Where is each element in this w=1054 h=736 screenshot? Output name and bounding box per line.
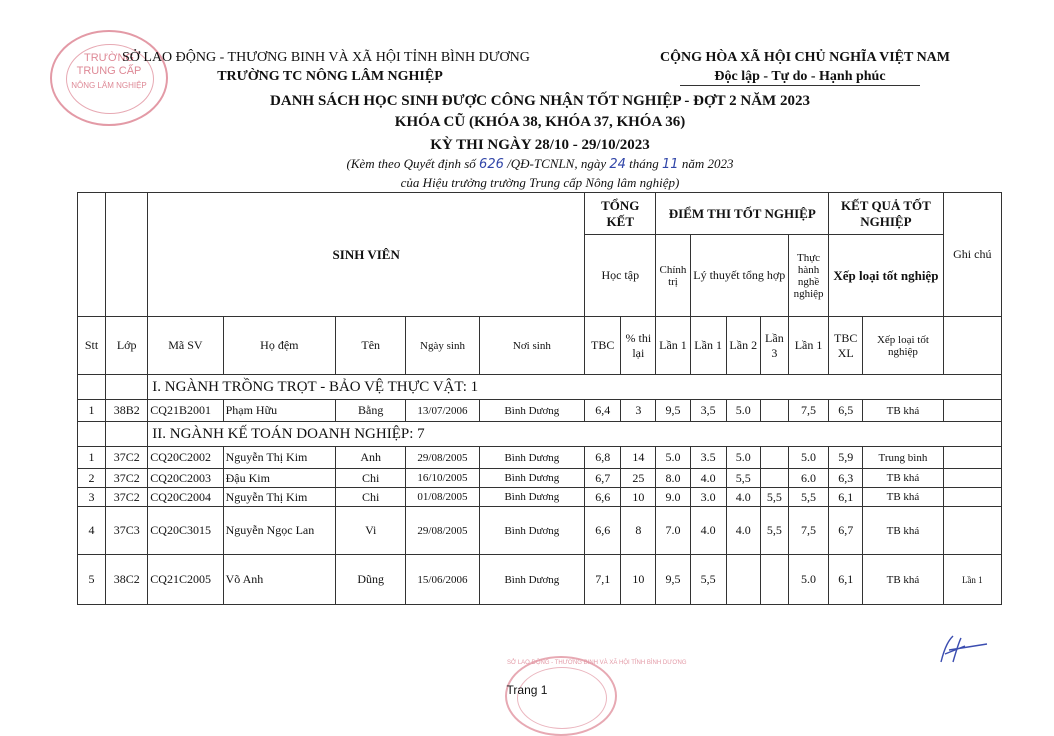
cell-stt: 4: [78, 507, 106, 555]
section-row: [78, 375, 1002, 400]
cell-student-id: CQ20C2002: [148, 447, 223, 469]
cell-theory-l2: 5,5: [726, 469, 760, 488]
cell-tbc-xl: 6,5: [829, 400, 863, 422]
cell-note: [943, 507, 1001, 555]
cell-stt: 1: [78, 447, 106, 469]
doc-subtitle: KHÓA CŨ (KHÓA 38, KHÓA 37, KHÓA 36): [394, 114, 686, 130]
cell-practice-l1: 6.0: [788, 469, 828, 488]
cell-theory-l1: 3,5: [690, 400, 726, 422]
cell-middle-name: Phạm Hữu: [223, 400, 335, 422]
col-theory-l3: Lần 3: [760, 317, 788, 375]
school-name: TRƯỜNG TC NÔNG LÂM NGHIỆP: [217, 69, 443, 84]
cell-tbc-xl: 6,1: [829, 488, 863, 507]
page-number: Trang 1: [506, 683, 548, 697]
col-id: Mã SV: [148, 317, 223, 375]
cell-theory-l1: 3.5: [690, 447, 726, 469]
cell-middle-name: Nguyễn Thị Kim: [223, 488, 335, 507]
cell-practice-l1: 5.0: [788, 555, 828, 605]
blank-class-header: [106, 193, 148, 317]
cell-retake-pct: 3: [621, 400, 656, 422]
cell-theory-l3: [760, 469, 788, 488]
cell-given-name: Chi: [336, 469, 406, 488]
cell-theory-l3: [760, 447, 788, 469]
exam-header: ĐIỂM THI TỐT NGHIỆP: [656, 193, 829, 235]
cell-note: Lần 1: [943, 555, 1001, 605]
cell-note: [943, 488, 1001, 507]
decision-day: 24: [609, 157, 626, 172]
cell-student-id: CQ20C2003: [148, 469, 223, 488]
cell-rank: TB khá: [863, 400, 943, 422]
cell-class: 37C2: [106, 447, 148, 469]
theory-header: Lý thuyết tổng hợp: [690, 235, 788, 317]
cell-politics-l1: 5.0: [656, 447, 690, 469]
cell-stt: 5: [78, 555, 106, 605]
cell-theory-l2: 4.0: [726, 507, 760, 555]
cell-theory-l2: 5.0: [726, 447, 760, 469]
cell-class: 38B2: [106, 400, 148, 422]
issuer-line: của Hiệu trưởng trường Trung cấp Nông lâm nghiệp): [400, 175, 680, 190]
cell-dob: 16/10/2005: [406, 469, 479, 488]
table-row: [78, 488, 1002, 507]
cell-tbc-xl: 6,3: [829, 469, 863, 488]
cell-class: 37C3: [106, 507, 148, 555]
col-dob: Ngày sinh: [406, 317, 479, 375]
cell-rank: TB khá: [863, 555, 943, 605]
cell-given-name: Chi: [336, 488, 406, 507]
cell-middle-name: Nguyễn Thị Kim: [223, 447, 335, 469]
cell-theory-l3: 5,5: [760, 488, 788, 507]
cell-pob: Bình Dương: [479, 447, 584, 469]
decision-month: 11: [662, 157, 679, 172]
cell-politics-l1: 8.0: [656, 469, 690, 488]
cell-student-id: CQ21B2001: [148, 400, 223, 422]
cell-tbc-xl: 6,7: [829, 507, 863, 555]
student-header: SINH VIÊN: [148, 193, 585, 317]
cell-class: 38C2: [106, 555, 148, 605]
cell-politics-l1: 9,5: [656, 400, 690, 422]
col-rank: Xếp loại tốt nghiệp: [863, 317, 943, 375]
cell-theory-l2: 4.0: [726, 488, 760, 507]
col-practice-l1: Lần 1: [788, 317, 828, 375]
table-row: [78, 400, 1002, 422]
cell-practice-l1: 5.0: [788, 447, 828, 469]
cell-politics-l1: 9,5: [656, 555, 690, 605]
cell-pob: Bình Dương: [479, 469, 584, 488]
signature-mark: [935, 632, 995, 668]
cell-theory-l3: 5,5: [760, 507, 788, 555]
cell-pob: Bình Dương: [479, 488, 584, 507]
decision-line: (Kèm theo Quyết định số 626 /QĐ-TCNLN, ngày 24 tháng 11 năm 2023: [346, 156, 734, 172]
cell-retake-pct: 25: [621, 469, 656, 488]
graduates-table: [77, 192, 1002, 605]
cell-middle-name: Nguyễn Ngọc Lan: [223, 507, 335, 555]
cell-rank: TB khá: [863, 469, 943, 488]
section-row: [78, 422, 1002, 447]
col-theory-l1: Lần 1: [690, 317, 726, 375]
cell-stt: 3: [78, 488, 106, 507]
blank-stt-header: [78, 193, 106, 317]
national-slogan: Độc lập - Tự do - Hạnh phúc: [680, 69, 920, 86]
blank-cell: [106, 422, 148, 447]
cell-tbc: 6,6: [585, 488, 621, 507]
cell-theory-l2: [726, 555, 760, 605]
cell-class: 37C2: [106, 469, 148, 488]
note-header: Ghi chú: [943, 193, 1001, 317]
cell-given-name: Dũng: [336, 555, 406, 605]
cell-class: 37C2: [106, 488, 148, 507]
cell-theory-l2: 5.0: [726, 400, 760, 422]
cell-tbc: 6,7: [585, 469, 621, 488]
cell-rank: TB khá: [863, 507, 943, 555]
cell-rank: Trung bình: [863, 447, 943, 469]
cell-politics-l1: 9.0: [656, 488, 690, 507]
cell-note: [943, 400, 1001, 422]
cell-tbc: 6,8: [585, 447, 621, 469]
bottom-seal: SỞ LAO ĐỘNG - THƯƠNG BINH VÀ XÃ HỘI TỈNH BÌNH DƯƠNG: [505, 656, 617, 736]
total-header: TỔNG KẾT: [585, 193, 656, 235]
cell-dob: 29/08/2005: [406, 447, 479, 469]
cell-student-id: CQ21C2005: [148, 555, 223, 605]
cell-given-name: Anh: [336, 447, 406, 469]
cell-student-id: CQ20C3015: [148, 507, 223, 555]
result-header: KẾT QUẢ TỐT NGHIỆP: [829, 193, 943, 235]
cell-stt: 2: [78, 469, 106, 488]
cell-theory-l1: 4.0: [690, 507, 726, 555]
cell-theory-l3: [760, 400, 788, 422]
col-theory-l2: Lần 2: [726, 317, 760, 375]
cell-theory-l1: 4.0: [690, 469, 726, 488]
cell-pob: Bình Dương: [479, 507, 584, 555]
department-name: SỞ LAO ĐỘNG - THƯƠNG BINH VÀ XÃ HỘI TỈNH BÌNH DƯƠNG: [122, 50, 530, 65]
cell-retake-pct: 8: [621, 507, 656, 555]
cell-practice-l1: 5,5: [788, 488, 828, 507]
cell-dob: 29/08/2005: [406, 507, 479, 555]
cell-theory-l3: [760, 555, 788, 605]
table-row: [78, 555, 1002, 605]
practice-header: Thực hành nghề nghiệp: [788, 235, 828, 317]
cell-pob: Bình Dương: [479, 555, 584, 605]
section-title: II. NGÀNH KẾ TOÁN DOANH NGHIỆP: 7: [148, 422, 1002, 447]
cell-tbc: 6,4: [585, 400, 621, 422]
exam-dates: KỲ THI NGÀY 28/10 - 29/10/2023: [430, 137, 650, 153]
politics-header: Chính trị: [656, 235, 690, 317]
cell-rank: TB khá: [863, 488, 943, 507]
cell-practice-l1: 7,5: [788, 507, 828, 555]
cell-dob: 13/07/2006: [406, 400, 479, 422]
cell-dob: 15/06/2006: [406, 555, 479, 605]
cell-tbc: 7,1: [585, 555, 621, 605]
blank-cell: [78, 422, 106, 447]
cell-theory-l1: 3.0: [690, 488, 726, 507]
col-tbcxl: TBC XL: [829, 317, 863, 375]
cell-middle-name: Võ Anh: [223, 555, 335, 605]
blank-cell: [106, 375, 148, 400]
table-row: [78, 507, 1002, 555]
col-tbc: TBC: [585, 317, 621, 375]
col-middle-name: Họ đệm: [223, 317, 335, 375]
col-stt: Stt: [78, 317, 106, 375]
col-politics-l1: Lần 1: [656, 317, 690, 375]
cell-tbc-xl: 5,9: [829, 447, 863, 469]
national-motto: CỘNG HÒA XÃ HỘI CHỦ NGHĨA VIỆT NAM: [659, 50, 950, 65]
blank-cell: [78, 375, 106, 400]
cell-stt: 1: [78, 400, 106, 422]
cell-given-name: Bằng: [336, 400, 406, 422]
section-title: I. NGÀNH TRỒNG TRỌT - BẢO VỆ THỰC VẬT: 1: [148, 375, 1002, 400]
cell-note: [943, 447, 1001, 469]
cell-retake-pct: 14: [621, 447, 656, 469]
cell-pob: Bình Dương: [479, 400, 584, 422]
decision-number: 626: [479, 157, 504, 172]
cell-tbc-xl: 6,1: [829, 555, 863, 605]
cell-given-name: Vi: [336, 507, 406, 555]
cell-theory-l1: 5,5: [690, 555, 726, 605]
col-name: Tên: [336, 317, 406, 375]
cell-dob: 01/08/2005: [406, 488, 479, 507]
cell-student-id: CQ20C2004: [148, 488, 223, 507]
table-row: [78, 469, 1002, 488]
school-seal: TRƯỜNG TRUNG CẤP NÔNG LÂM NGHIỆP: [50, 30, 168, 126]
doc-title: DANH SÁCH HỌC SINH ĐƯỢC CÔNG NHẬN TỐT NGHIỆP - ĐỢT 2 NĂM 2023: [270, 93, 810, 109]
cell-retake-pct: 10: [621, 555, 656, 605]
cell-politics-l1: 7.0: [656, 507, 690, 555]
col-pob: Nơi sinh: [479, 317, 584, 375]
cell-practice-l1: 7,5: [788, 400, 828, 422]
col-retake: % thi lại: [621, 317, 656, 375]
col-class: Lớp: [106, 317, 148, 375]
cell-retake-pct: 10: [621, 488, 656, 507]
cell-tbc: 6,6: [585, 507, 621, 555]
table-row: [78, 447, 1002, 469]
cell-middle-name: Đậu Kim: [223, 469, 335, 488]
col-note-blank: [943, 317, 1001, 375]
rank-header: Xếp loại tốt nghiệp: [829, 235, 943, 317]
study-header: Học tập: [585, 235, 656, 317]
cell-note: [943, 469, 1001, 488]
table-body: [78, 375, 1002, 605]
